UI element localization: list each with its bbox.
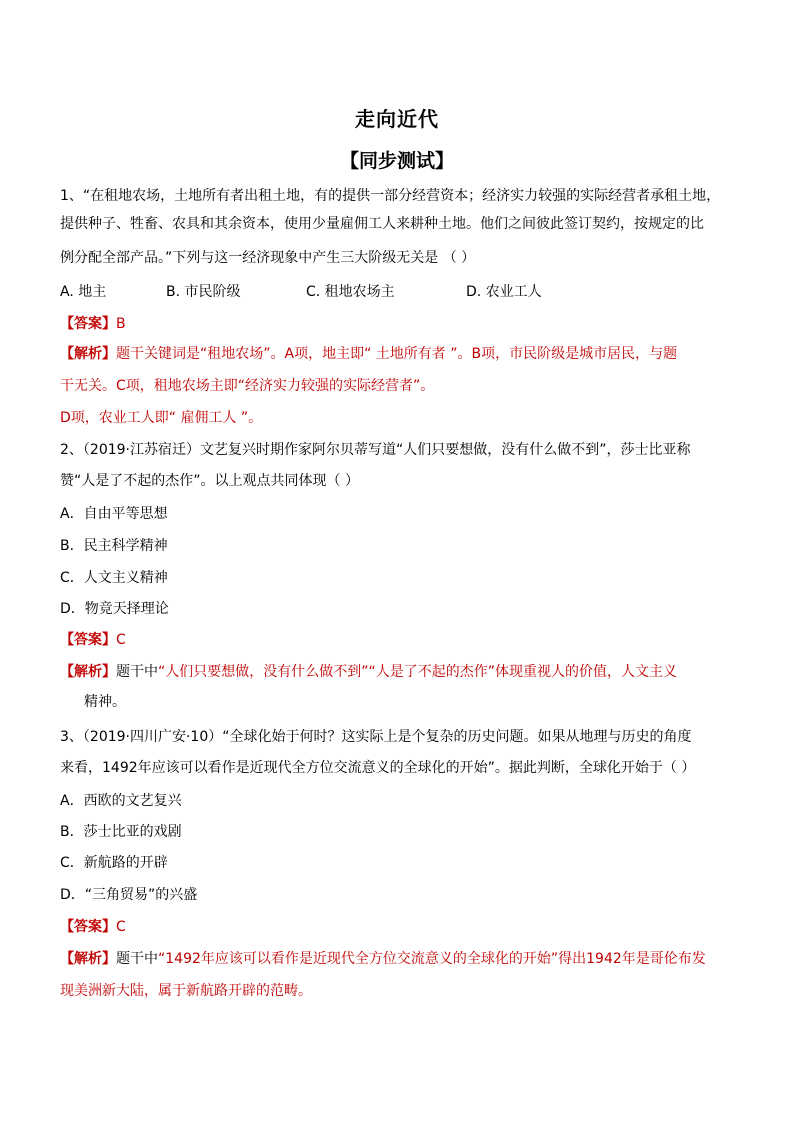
q3-option-a: A．西欧的文艺复兴 (60, 793, 182, 809)
q2-stem-line-1: 2、（2019·江苏宿迁）文艺复兴时期作家阿尔贝蒂写道“人们只要想做，没有什么做不到”，莎士比亚称 (60, 442, 691, 458)
page-title: 走向近代 (355, 107, 439, 131)
q1-option-a: A. 地主 (60, 284, 107, 300)
q2-answer (60, 630, 740, 650)
q1-stem-line-2: 提供种子、牲畜、农具和其余资本，使用少量雇佣工人来耕种土地。他们之间彼此签订契约，按规定的比 (60, 216, 704, 232)
answer-value: C (116, 919, 126, 935)
q3-analysis-line-1 (60, 949, 740, 969)
analysis-text: 题干关键词是“租地农场”。A项，地主即“ 土地所有者 ”。B项，市民阶级是城市居民，与题 (116, 346, 678, 362)
analysis-label: 【解析】 (60, 346, 116, 362)
answer-label: 【答案】 (60, 919, 116, 935)
q1-option-b: B. 市民阶级 (166, 284, 241, 300)
q3-option-b: B．莎士比亚的戏剧 (60, 824, 182, 840)
analysis-prefix: 题干中 (116, 664, 158, 680)
q1-analysis-line-2: 干无关。C项，租地农场主即“经济实力较强的实际经营者”。 (60, 378, 435, 394)
q1-option-c: C. 租地农场主 (306, 284, 395, 300)
q2-option-d: D．物竞天择理论 (60, 601, 169, 617)
analysis-text: “1492年应该可以看作是近现代全方位交流意义的全球化的开始”得出1942年是哥伦布发 (158, 951, 706, 967)
q1-stem-line-3: 例分配全部产品。”下列与这一经济现象中产生三大阶级无关是 （ ） (60, 250, 476, 266)
q1-options (60, 282, 740, 302)
analysis-label: 【解析】 (60, 951, 116, 967)
answer-value: C (116, 632, 126, 648)
q3-stem-line-2: 来看，1492年应该可以看作是近现代全方位交流意义的全球化的开始”。据此判断，全球化开始于（ ） (60, 760, 696, 776)
q3-stem-line-1: 3、（2019·四川广安·10）“全球化始于何时？这实际上是个复杂的历史问题。如果从地理与历史的角度 (60, 729, 692, 745)
answer-value: B (116, 316, 126, 332)
q3-option-c: C．新航路的开辟 (60, 855, 168, 871)
answer-label: 【答案】 (60, 316, 116, 332)
analysis-text: “人们只要想做，没有什么做不到”“人是了不起的杰作”体现重视人的价值，人文主义 (158, 664, 678, 680)
analysis-prefix: 题干中 (116, 951, 158, 967)
q2-option-b: B．民主科学精神 (60, 538, 168, 554)
q1-answer (60, 314, 740, 334)
q2-stem-line-2: 赞“人是了不起的杰作”。以上观点共同体现（ ） (60, 473, 359, 489)
q2-analysis-line-2: 精神。 (84, 694, 126, 710)
q3-answer (60, 917, 740, 937)
q3-option-d: D．“三角贸易”的兴盛 (60, 887, 198, 903)
q1-option-d: D. 农业工人 (466, 284, 542, 300)
q3-analysis-line-2: 现美洲新大陆，属于新航路开辟的范畴。 (60, 983, 312, 999)
q1-stem-line-1: 1、“在租地农场，土地所有者出租土地，有的提供一部分经营资本；经济实力较强的实际经营者承租土地， (60, 188, 721, 204)
page-subtitle: 【同步测试】 (339, 150, 454, 172)
q2-option-a: A．自由平等思想 (60, 506, 168, 522)
q1-analysis-line-3: D项，农业工人即“ 雇佣工人 ”。 (60, 410, 263, 426)
q2-analysis-line-1 (60, 662, 740, 682)
q2-option-c: C．人文主义精神 (60, 570, 168, 586)
analysis-label: 【解析】 (60, 664, 116, 680)
answer-label: 【答案】 (60, 632, 116, 648)
q1-analysis-line-1 (60, 344, 740, 364)
